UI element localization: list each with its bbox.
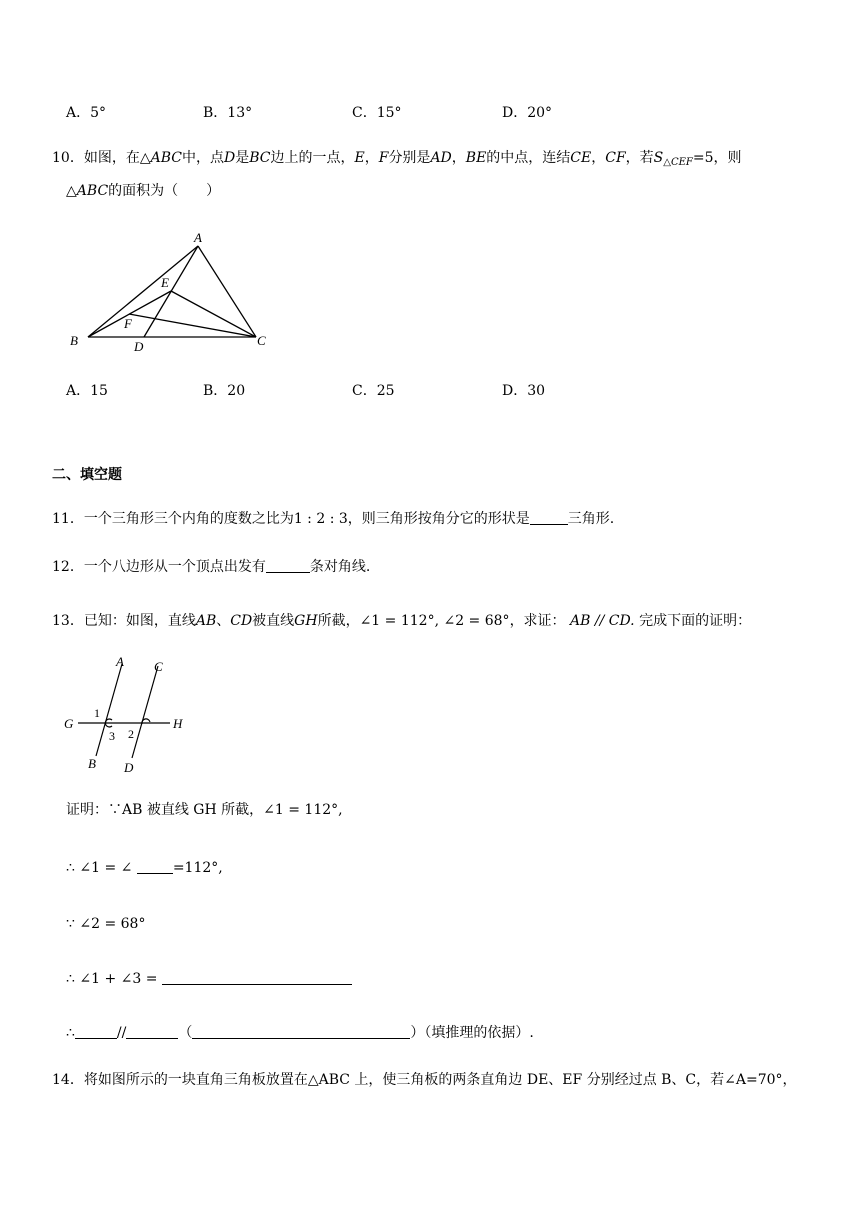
- q10-option-c: C．25: [352, 383, 395, 399]
- q13-proof-line5: ∴ // （ ）（填推理的依据）.: [66, 1025, 534, 1041]
- q13-parallel-lines-figure: [60, 652, 200, 778]
- q9-option-b: B．13°: [203, 105, 253, 121]
- label-g: G: [64, 716, 74, 731]
- q13-blank-line2[interactable]: [126, 1024, 178, 1039]
- q13-proof-line3: ∵ ∠2 = 68°: [66, 916, 146, 932]
- q12-stem: 12．一个八边形从一个顶点出发有 条对角线.: [52, 559, 371, 575]
- label-h: H: [173, 716, 183, 731]
- q11-answer-blank[interactable]: [530, 510, 568, 525]
- q10-stem-line1: 10．如图，在△ABC中，点D是BC边上的一点，E，F分别是AD，BE的中点，连结CE，CF，若$S_{\triangle CEF}=5$，则: [52, 150, 742, 168]
- label-d: D: [124, 760, 134, 775]
- q10-triangle-figure: [60, 224, 280, 358]
- label-a: A: [194, 230, 202, 245]
- q10-option-d: D．30: [502, 383, 546, 399]
- q13-blank-line1[interactable]: [75, 1024, 117, 1039]
- q12-answer-blank[interactable]: [266, 558, 310, 573]
- q9-option-c: C．15°: [352, 105, 402, 121]
- q13-proof-line4: ∴ ∠1 + ∠3 =: [66, 969, 352, 989]
- q10-option-b: B．20: [203, 383, 246, 399]
- q11-stem: 11．一个三角形三个内角的度数之比为1 : 2 : 3，则三角形按角分它的形状是 三角形.: [52, 511, 615, 527]
- q14-stem: 14．将如图所示的一块直角三角板放置在△ABC 上，使三角板的两条直角边 DE、EF 分别经过点 B、C，若∠A=70°，: [52, 1072, 797, 1088]
- q13-blank-reason[interactable]: [192, 1024, 410, 1039]
- q10-option-a: A．15: [66, 383, 108, 399]
- q13-stem: 13．已知：如图，直线AB、CD被直线GH所截，∠1 = 112°, ∠2 = 68°，求证： AB // CD. 完成下面的证明：: [52, 613, 752, 629]
- q13-proof-line2: ∴ ∠1 = ∠ =112°,: [66, 860, 223, 876]
- label-angle-3: 3: [109, 729, 115, 743]
- label-a: A: [116, 654, 124, 669]
- label-d: D: [134, 339, 144, 354]
- q13-blank-sum[interactable]: [162, 970, 352, 985]
- label-e: E: [161, 275, 169, 290]
- label-c: C: [154, 659, 163, 674]
- q9-option-a: A．5°: [66, 105, 107, 121]
- label-c: C: [257, 333, 266, 348]
- q10-stem-line2: △ABC的面积为（ ）: [66, 183, 221, 199]
- q13-blank-angle[interactable]: [137, 859, 173, 874]
- q13-proof-line1: 证明：∵AB 被直线 GH 所截，∠1 = 112°,: [66, 802, 343, 818]
- label-angle-1: 1: [94, 706, 100, 720]
- section-title-fill-blank: 二、填空题: [52, 467, 122, 483]
- label-angle-2: 2: [128, 727, 134, 741]
- label-b: B: [70, 333, 78, 348]
- label-b: B: [88, 756, 96, 771]
- q9-option-d: D．20°: [502, 105, 553, 121]
- label-f: F: [124, 316, 132, 331]
